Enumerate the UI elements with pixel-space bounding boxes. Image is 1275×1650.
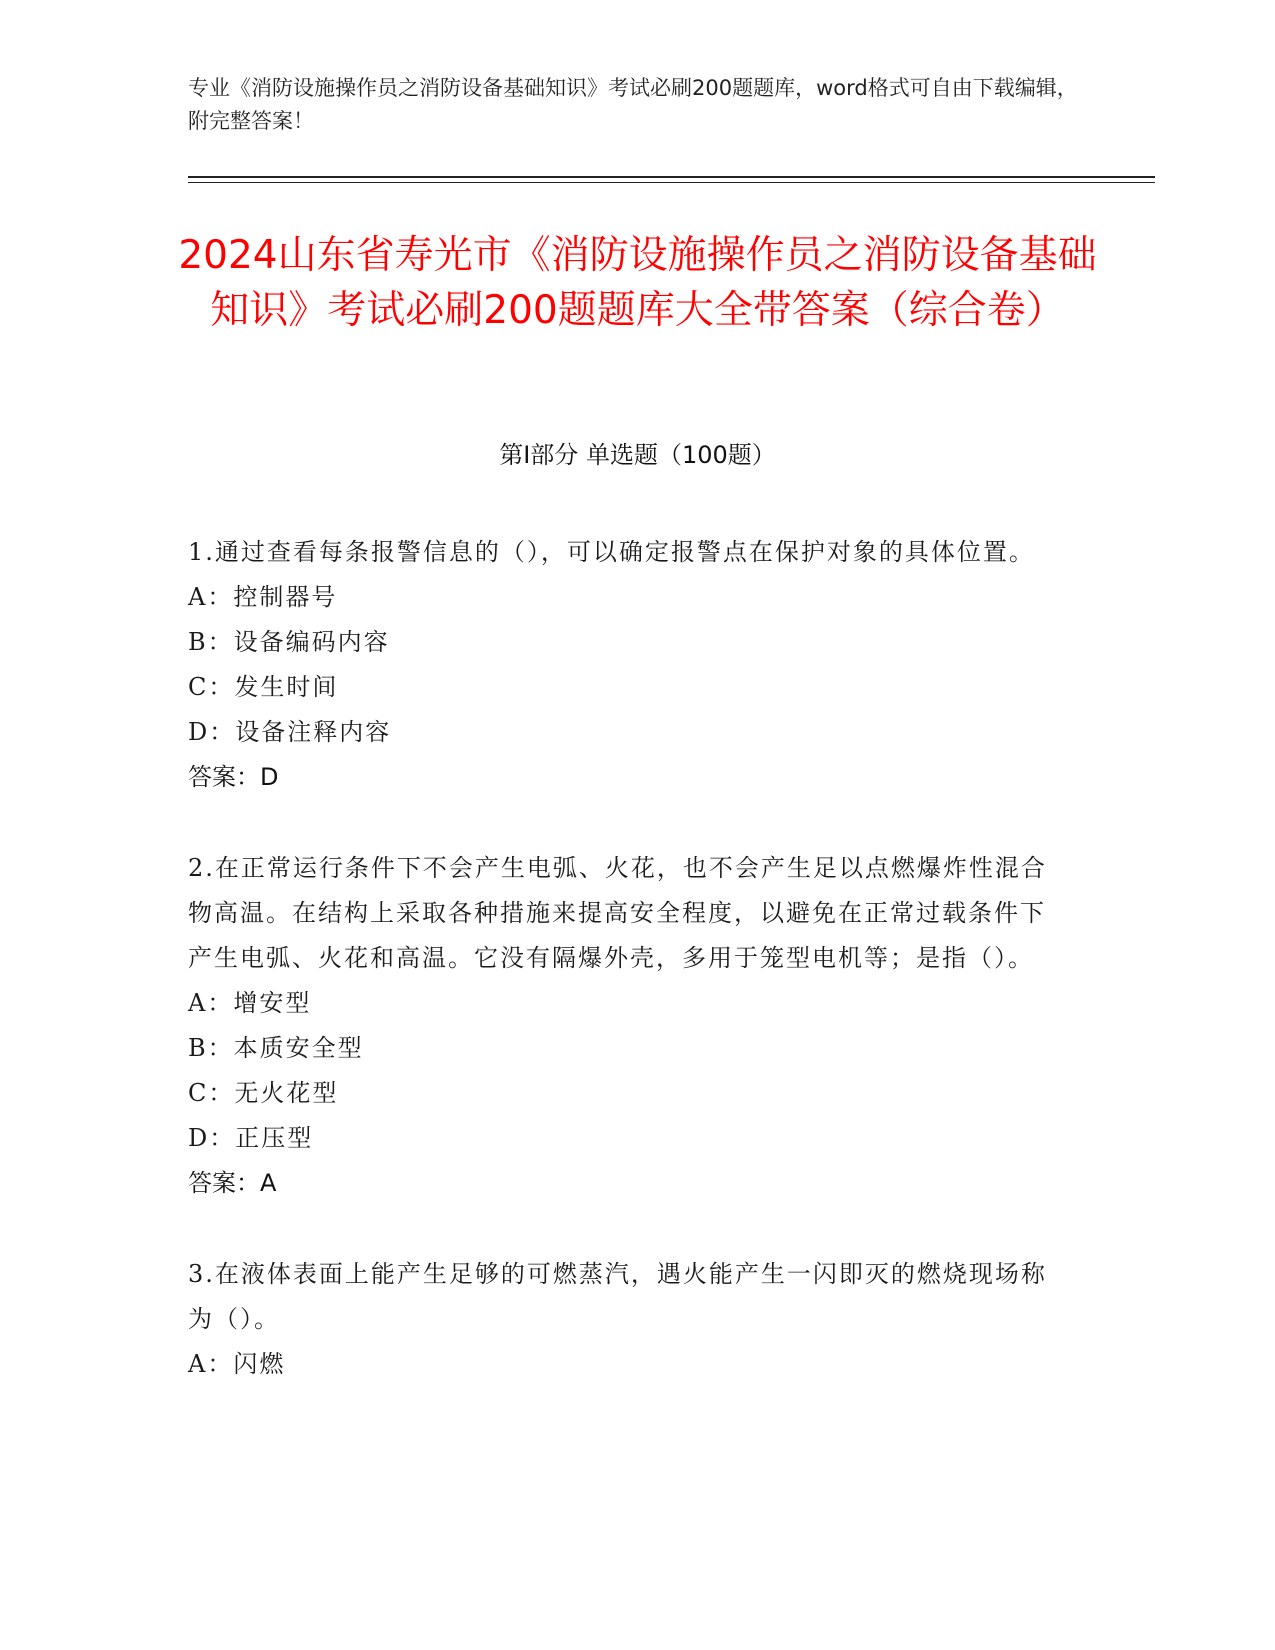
question-1 (188, 530, 1068, 800)
option-d: D：设备注释内容 (188, 718, 392, 746)
question-3 (188, 1252, 1068, 1387)
question-stem: 3.在液体表面上能产生足够的可燃蒸汽，遇火能产生一闪即灭的燃烧现场称为（）。 (188, 1260, 1047, 1333)
section-heading: 第Ⅰ部分 单选题（100题） (499, 441, 776, 469)
answer-line: 答案：D (188, 763, 279, 791)
question-stem: 2.在正常运行条件下不会产生电弧、火花，也不会产生足以点燃爆炸性混合物高温。在结构上采取各种措施来提高安全程度，以避免在正常过载条件下产生电弧、火花和高温。它没有隔爆外壳，多用于笼型电机等；是指（）。 (188, 854, 1047, 972)
question-2 (188, 846, 1068, 1206)
answer-line: 答案：A (188, 1169, 277, 1197)
option-b: B：设备编码内容 (188, 628, 390, 656)
option-b: B：本质安全型 (188, 1034, 364, 1062)
question-stem: 1.通过查看每条报警信息的（），可以确定报警点在保护对象的具体位置。 (188, 538, 1035, 566)
question-list (188, 530, 1068, 1433)
header-divider-thick (188, 176, 1155, 178)
option-a: A：增安型 (188, 989, 312, 1017)
document-header-note: 专业《消防设施操作员之消防设备基础知识》考试必刷200题题库，word格式可自由下载编辑，附完整答案！ (188, 76, 1078, 133)
option-c: C：发生时间 (188, 673, 339, 701)
header-divider-thin (188, 182, 1155, 183)
option-d: D：正压型 (188, 1124, 314, 1152)
document-title: 2024山东省寿光市《消防设施操作员之消防设备基础知识》考试必刷200题题库大全带答案（综合卷） (178, 233, 1097, 333)
option-c: C：无火花型 (188, 1079, 339, 1107)
option-a: A：闪燃 (188, 1350, 286, 1378)
option-a: A：控制器号 (188, 583, 338, 611)
